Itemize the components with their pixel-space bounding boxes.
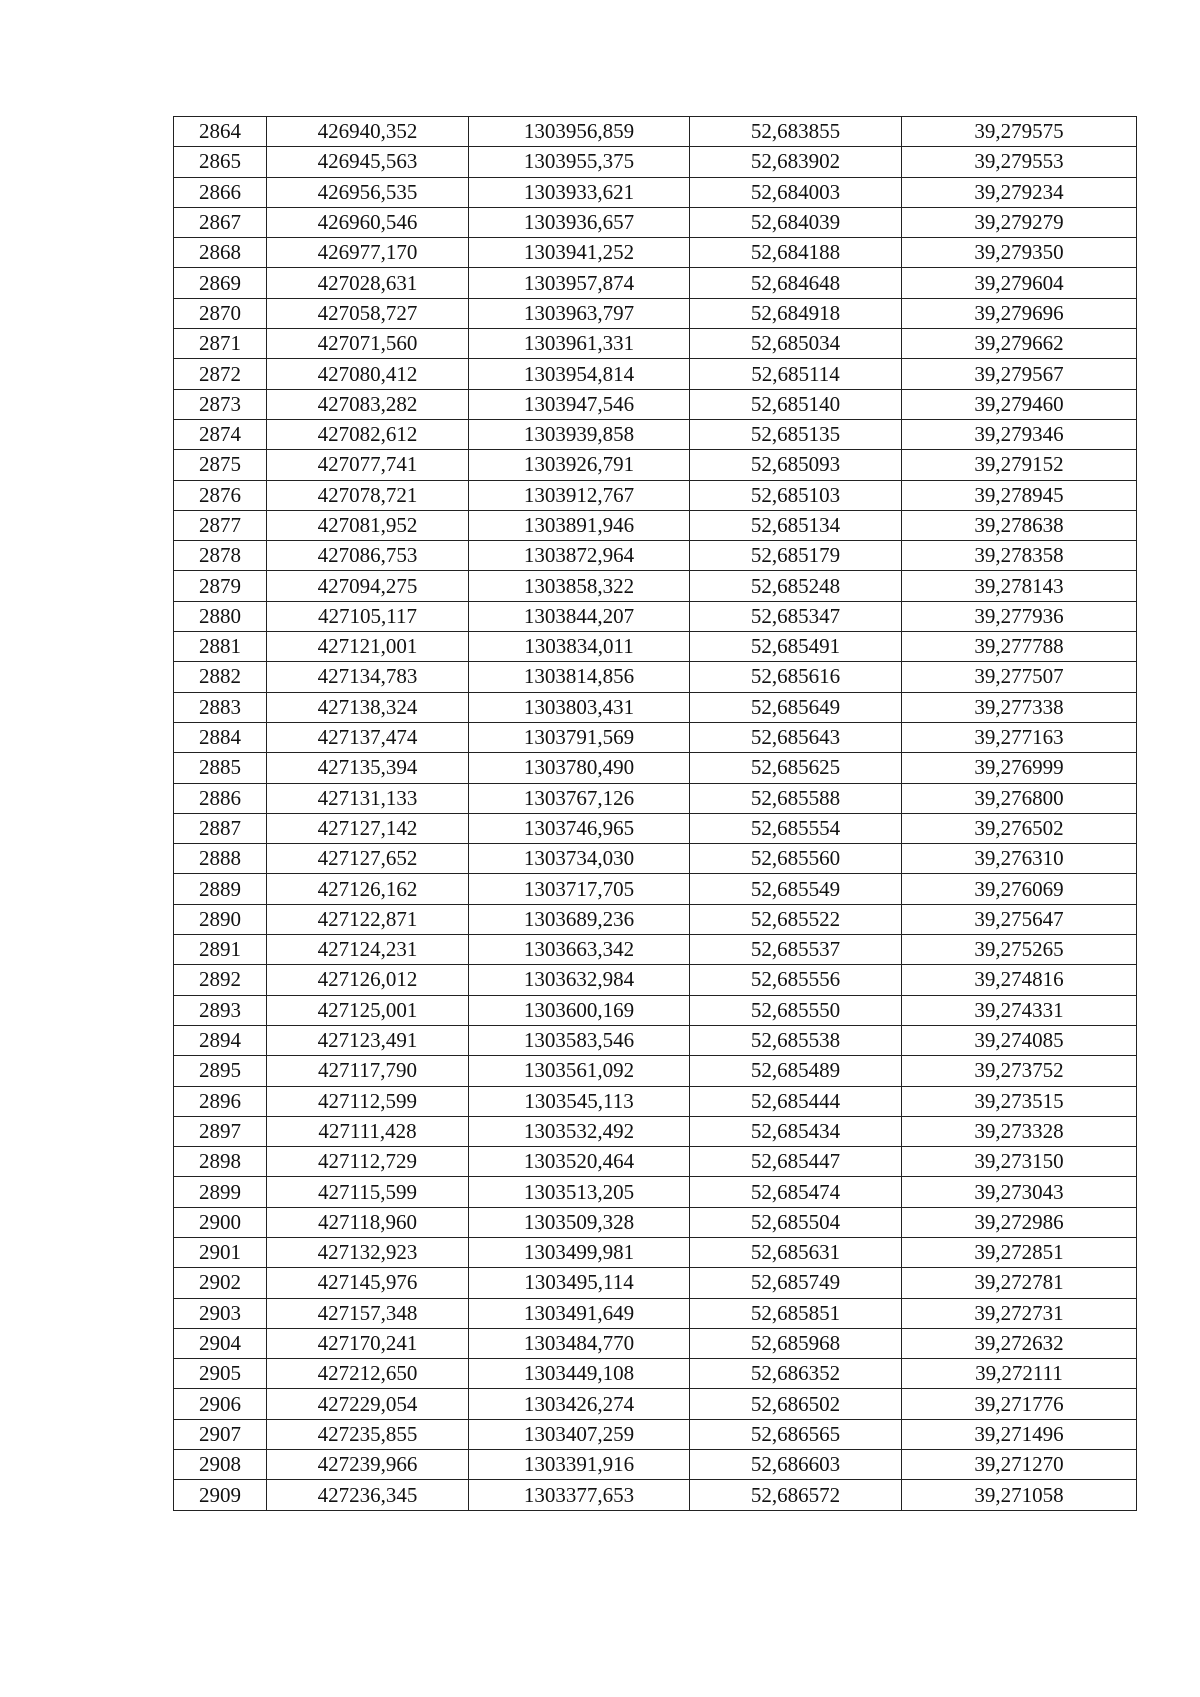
table-row [174, 1480, 1137, 1510]
y-coordinate-cell: 1303391,916 [469, 1450, 690, 1480]
point-number-cell: 2900 [174, 1207, 267, 1237]
point-number-cell: 2904 [174, 1328, 267, 1358]
table-row [174, 147, 1137, 177]
longitude-cell: 39,279696 [902, 298, 1137, 328]
point-number-cell: 2873 [174, 389, 267, 419]
table-row [174, 753, 1137, 783]
point-number-cell: 2880 [174, 601, 267, 631]
y-coordinate-cell: 1303941,252 [469, 238, 690, 268]
longitude-cell: 39,279553 [902, 147, 1137, 177]
x-coordinate-cell: 427138,324 [267, 692, 469, 722]
latitude-cell: 52,685489 [690, 1056, 902, 1086]
x-coordinate-cell: 427122,871 [267, 904, 469, 934]
y-coordinate-cell: 1303377,653 [469, 1480, 690, 1510]
point-number-cell: 2894 [174, 1025, 267, 1055]
point-number-cell: 2884 [174, 722, 267, 752]
point-number-cell: 2890 [174, 904, 267, 934]
point-number-cell: 2879 [174, 571, 267, 601]
latitude-cell: 52,684918 [690, 298, 902, 328]
y-coordinate-cell: 1303936,657 [469, 207, 690, 237]
longitude-cell: 39,279460 [902, 389, 1137, 419]
longitude-cell: 39,276800 [902, 783, 1137, 813]
x-coordinate-cell: 427212,650 [267, 1359, 469, 1389]
latitude-cell: 52,685444 [690, 1086, 902, 1116]
table-row [174, 1268, 1137, 1298]
y-coordinate-cell: 1303509,328 [469, 1207, 690, 1237]
point-number-cell: 2909 [174, 1480, 267, 1510]
point-number-cell: 2905 [174, 1359, 267, 1389]
longitude-cell: 39,278638 [902, 510, 1137, 540]
table-row [174, 268, 1137, 298]
table-row [174, 450, 1137, 480]
table-row [174, 389, 1137, 419]
table-row [174, 995, 1137, 1025]
latitude-cell: 52,685522 [690, 904, 902, 934]
point-number-cell: 2866 [174, 177, 267, 207]
point-number-cell: 2908 [174, 1450, 267, 1480]
x-coordinate-cell: 427086,753 [267, 541, 469, 571]
x-coordinate-cell: 427131,133 [267, 783, 469, 813]
y-coordinate-cell: 1303957,874 [469, 268, 690, 298]
latitude-cell: 52,685447 [690, 1147, 902, 1177]
latitude-cell: 52,685560 [690, 844, 902, 874]
x-coordinate-cell: 427235,855 [267, 1419, 469, 1449]
longitude-cell: 39,279350 [902, 238, 1137, 268]
longitude-cell: 39,278945 [902, 480, 1137, 510]
table-row [174, 1025, 1137, 1055]
longitude-cell: 39,278143 [902, 571, 1137, 601]
latitude-cell: 52,685556 [690, 965, 902, 995]
latitude-cell: 52,686352 [690, 1359, 902, 1389]
x-coordinate-cell: 427078,721 [267, 480, 469, 510]
latitude-cell: 52,685549 [690, 874, 902, 904]
y-coordinate-cell: 1303717,705 [469, 874, 690, 904]
y-coordinate-cell: 1303858,322 [469, 571, 690, 601]
latitude-cell: 52,684039 [690, 207, 902, 237]
y-coordinate-cell: 1303513,205 [469, 1177, 690, 1207]
table-row [174, 1147, 1137, 1177]
x-coordinate-cell: 427126,162 [267, 874, 469, 904]
table-row [174, 480, 1137, 510]
table-row [174, 1177, 1137, 1207]
table-row [174, 1237, 1137, 1267]
x-coordinate-cell: 426977,170 [267, 238, 469, 268]
longitude-cell: 39,273328 [902, 1116, 1137, 1146]
longitude-cell: 39,279346 [902, 419, 1137, 449]
x-coordinate-cell: 427112,729 [267, 1147, 469, 1177]
point-number-cell: 2865 [174, 147, 267, 177]
x-coordinate-cell: 427083,282 [267, 389, 469, 419]
table-row [174, 844, 1137, 874]
latitude-cell: 52,686572 [690, 1480, 902, 1510]
y-coordinate-cell: 1303767,126 [469, 783, 690, 813]
longitude-cell: 39,276310 [902, 844, 1137, 874]
longitude-cell: 39,277788 [902, 632, 1137, 662]
x-coordinate-cell: 427127,142 [267, 813, 469, 843]
longitude-cell: 39,273752 [902, 1056, 1137, 1086]
x-coordinate-cell: 427117,790 [267, 1056, 469, 1086]
latitude-cell: 52,685491 [690, 632, 902, 662]
latitude-cell: 52,685140 [690, 389, 902, 419]
longitude-cell: 39,277338 [902, 692, 1137, 722]
y-coordinate-cell: 1303814,856 [469, 662, 690, 692]
y-coordinate-cell: 1303495,114 [469, 1268, 690, 1298]
x-coordinate-cell: 427239,966 [267, 1450, 469, 1480]
y-coordinate-cell: 1303545,113 [469, 1086, 690, 1116]
table-row [174, 207, 1137, 237]
x-coordinate-cell: 427125,001 [267, 995, 469, 1025]
y-coordinate-cell: 1303484,770 [469, 1328, 690, 1358]
y-coordinate-cell: 1303520,464 [469, 1147, 690, 1177]
point-number-cell: 2907 [174, 1419, 267, 1449]
y-coordinate-cell: 1303803,431 [469, 692, 690, 722]
latitude-cell: 52,685434 [690, 1116, 902, 1146]
x-coordinate-cell: 427115,599 [267, 1177, 469, 1207]
table-row [174, 541, 1137, 571]
latitude-cell: 52,686565 [690, 1419, 902, 1449]
table-row [174, 813, 1137, 843]
y-coordinate-cell: 1303963,797 [469, 298, 690, 328]
y-coordinate-cell: 1303426,274 [469, 1389, 690, 1419]
point-number-cell: 2886 [174, 783, 267, 813]
y-coordinate-cell: 1303663,342 [469, 935, 690, 965]
longitude-cell: 39,277507 [902, 662, 1137, 692]
point-number-cell: 2874 [174, 419, 267, 449]
x-coordinate-cell: 427170,241 [267, 1328, 469, 1358]
point-number-cell: 2882 [174, 662, 267, 692]
table-row [174, 177, 1137, 207]
longitude-cell: 39,271058 [902, 1480, 1137, 1510]
longitude-cell: 39,276502 [902, 813, 1137, 843]
y-coordinate-cell: 1303491,649 [469, 1298, 690, 1328]
latitude-cell: 52,683855 [690, 117, 902, 147]
y-coordinate-cell: 1303956,859 [469, 117, 690, 147]
point-number-cell: 2883 [174, 692, 267, 722]
x-coordinate-cell: 427121,001 [267, 632, 469, 662]
table-row [174, 632, 1137, 662]
x-coordinate-cell: 427229,054 [267, 1389, 469, 1419]
point-number-cell: 2888 [174, 844, 267, 874]
point-number-cell: 2906 [174, 1389, 267, 1419]
y-coordinate-cell: 1303955,375 [469, 147, 690, 177]
table-row [174, 904, 1137, 934]
table-row [174, 965, 1137, 995]
latitude-cell: 52,685114 [690, 359, 902, 389]
coordinates-table-body [174, 117, 1137, 1511]
x-coordinate-cell: 426940,352 [267, 117, 469, 147]
table-row [174, 1086, 1137, 1116]
point-number-cell: 2899 [174, 1177, 267, 1207]
y-coordinate-cell: 1303933,621 [469, 177, 690, 207]
point-number-cell: 2897 [174, 1116, 267, 1146]
y-coordinate-cell: 1303834,011 [469, 632, 690, 662]
longitude-cell: 39,279604 [902, 268, 1137, 298]
table-row [174, 1207, 1137, 1237]
x-coordinate-cell: 427080,412 [267, 359, 469, 389]
longitude-cell: 39,272632 [902, 1328, 1137, 1358]
x-coordinate-cell: 426960,546 [267, 207, 469, 237]
y-coordinate-cell: 1303407,259 [469, 1419, 690, 1449]
x-coordinate-cell: 427118,960 [267, 1207, 469, 1237]
table-row [174, 1116, 1137, 1146]
y-coordinate-cell: 1303449,108 [469, 1359, 690, 1389]
latitude-cell: 52,685538 [690, 1025, 902, 1055]
point-number-cell: 2889 [174, 874, 267, 904]
y-coordinate-cell: 1303947,546 [469, 389, 690, 419]
y-coordinate-cell: 1303689,236 [469, 904, 690, 934]
latitude-cell: 52,685851 [690, 1298, 902, 1328]
point-number-cell: 2902 [174, 1268, 267, 1298]
x-coordinate-cell: 427077,741 [267, 450, 469, 480]
point-number-cell: 2901 [174, 1237, 267, 1267]
point-number-cell: 2891 [174, 935, 267, 965]
latitude-cell: 52,685537 [690, 935, 902, 965]
table-row [174, 662, 1137, 692]
point-number-cell: 2877 [174, 510, 267, 540]
latitude-cell: 52,685625 [690, 753, 902, 783]
longitude-cell: 39,271496 [902, 1419, 1137, 1449]
table-row [174, 1056, 1137, 1086]
point-number-cell: 2887 [174, 813, 267, 843]
longitude-cell: 39,272731 [902, 1298, 1137, 1328]
x-coordinate-cell: 427126,012 [267, 965, 469, 995]
longitude-cell: 39,279152 [902, 450, 1137, 480]
latitude-cell: 52,685093 [690, 450, 902, 480]
y-coordinate-cell: 1303632,984 [469, 965, 690, 995]
x-coordinate-cell: 427071,560 [267, 329, 469, 359]
y-coordinate-cell: 1303961,331 [469, 329, 690, 359]
point-number-cell: 2876 [174, 480, 267, 510]
x-coordinate-cell: 427134,783 [267, 662, 469, 692]
longitude-cell: 39,276069 [902, 874, 1137, 904]
longitude-cell: 39,279279 [902, 207, 1137, 237]
x-coordinate-cell: 427137,474 [267, 722, 469, 752]
x-coordinate-cell: 427105,117 [267, 601, 469, 631]
table-row [174, 1328, 1137, 1358]
longitude-cell: 39,279662 [902, 329, 1137, 359]
point-number-cell: 2885 [174, 753, 267, 783]
y-coordinate-cell: 1303780,490 [469, 753, 690, 783]
latitude-cell: 52,683902 [690, 147, 902, 177]
point-number-cell: 2871 [174, 329, 267, 359]
longitude-cell: 39,279575 [902, 117, 1137, 147]
point-number-cell: 2869 [174, 268, 267, 298]
y-coordinate-cell: 1303791,569 [469, 722, 690, 752]
latitude-cell: 52,685103 [690, 480, 902, 510]
latitude-cell: 52,685616 [690, 662, 902, 692]
x-coordinate-cell: 427135,394 [267, 753, 469, 783]
table-row [174, 935, 1137, 965]
latitude-cell: 52,685347 [690, 601, 902, 631]
point-number-cell: 2898 [174, 1147, 267, 1177]
table-row [174, 874, 1137, 904]
y-coordinate-cell: 1303912,767 [469, 480, 690, 510]
x-coordinate-cell: 427145,976 [267, 1268, 469, 1298]
y-coordinate-cell: 1303600,169 [469, 995, 690, 1025]
latitude-cell: 52,685968 [690, 1328, 902, 1358]
latitude-cell: 52,685649 [690, 692, 902, 722]
longitude-cell: 39,277936 [902, 601, 1137, 631]
table-row [174, 722, 1137, 752]
point-number-cell: 2881 [174, 632, 267, 662]
x-coordinate-cell: 427236,345 [267, 1480, 469, 1510]
latitude-cell: 52,685248 [690, 571, 902, 601]
table-row [174, 419, 1137, 449]
longitude-cell: 39,274816 [902, 965, 1137, 995]
latitude-cell: 52,685135 [690, 419, 902, 449]
y-coordinate-cell: 1303926,791 [469, 450, 690, 480]
point-number-cell: 2868 [174, 238, 267, 268]
longitude-cell: 39,272111 [902, 1359, 1137, 1389]
latitude-cell: 52,685550 [690, 995, 902, 1025]
table-row [174, 783, 1137, 813]
point-number-cell: 2893 [174, 995, 267, 1025]
x-coordinate-cell: 427082,612 [267, 419, 469, 449]
y-coordinate-cell: 1303872,964 [469, 541, 690, 571]
table-row [174, 1389, 1137, 1419]
point-number-cell: 2872 [174, 359, 267, 389]
x-coordinate-cell: 427124,231 [267, 935, 469, 965]
table-row [174, 1359, 1137, 1389]
longitude-cell: 39,273043 [902, 1177, 1137, 1207]
latitude-cell: 52,685179 [690, 541, 902, 571]
coordinates-table [173, 116, 1137, 1511]
latitude-cell: 52,685504 [690, 1207, 902, 1237]
longitude-cell: 39,272781 [902, 1268, 1137, 1298]
longitude-cell: 39,275647 [902, 904, 1137, 934]
latitude-cell: 52,685588 [690, 783, 902, 813]
point-number-cell: 2892 [174, 965, 267, 995]
latitude-cell: 52,685474 [690, 1177, 902, 1207]
latitude-cell: 52,686603 [690, 1450, 902, 1480]
x-coordinate-cell: 427132,923 [267, 1237, 469, 1267]
y-coordinate-cell: 1303891,946 [469, 510, 690, 540]
longitude-cell: 39,278358 [902, 541, 1137, 571]
point-number-cell: 2896 [174, 1086, 267, 1116]
table-row [174, 238, 1137, 268]
x-coordinate-cell: 427123,491 [267, 1025, 469, 1055]
table-row [174, 1450, 1137, 1480]
longitude-cell: 39,279234 [902, 177, 1137, 207]
x-coordinate-cell: 427157,348 [267, 1298, 469, 1328]
y-coordinate-cell: 1303746,965 [469, 813, 690, 843]
x-coordinate-cell: 427111,428 [267, 1116, 469, 1146]
table-row [174, 117, 1137, 147]
longitude-cell: 39,271776 [902, 1389, 1137, 1419]
y-coordinate-cell: 1303954,814 [469, 359, 690, 389]
longitude-cell: 39,271270 [902, 1450, 1137, 1480]
longitude-cell: 39,272986 [902, 1207, 1137, 1237]
point-number-cell: 2878 [174, 541, 267, 571]
y-coordinate-cell: 1303734,030 [469, 844, 690, 874]
table-row [174, 298, 1137, 328]
y-coordinate-cell: 1303499,981 [469, 1237, 690, 1267]
latitude-cell: 52,685749 [690, 1268, 902, 1298]
x-coordinate-cell: 426956,535 [267, 177, 469, 207]
longitude-cell: 39,279567 [902, 359, 1137, 389]
point-number-cell: 2895 [174, 1056, 267, 1086]
latitude-cell: 52,685134 [690, 510, 902, 540]
point-number-cell: 2875 [174, 450, 267, 480]
y-coordinate-cell: 1303532,492 [469, 1116, 690, 1146]
table-row [174, 692, 1137, 722]
x-coordinate-cell: 426945,563 [267, 147, 469, 177]
latitude-cell: 52,685643 [690, 722, 902, 752]
longitude-cell: 39,272851 [902, 1237, 1137, 1267]
table-row [174, 1298, 1137, 1328]
point-number-cell: 2903 [174, 1298, 267, 1328]
point-number-cell: 2870 [174, 298, 267, 328]
x-coordinate-cell: 427112,599 [267, 1086, 469, 1116]
x-coordinate-cell: 427028,631 [267, 268, 469, 298]
longitude-cell: 39,273150 [902, 1147, 1137, 1177]
y-coordinate-cell: 1303583,546 [469, 1025, 690, 1055]
longitude-cell: 39,274331 [902, 995, 1137, 1025]
x-coordinate-cell: 427081,952 [267, 510, 469, 540]
latitude-cell: 52,684188 [690, 238, 902, 268]
y-coordinate-cell: 1303939,858 [469, 419, 690, 449]
table-row [174, 359, 1137, 389]
longitude-cell: 39,276999 [902, 753, 1137, 783]
longitude-cell: 39,273515 [902, 1086, 1137, 1116]
table-row [174, 571, 1137, 601]
table-row [174, 601, 1137, 631]
table-row [174, 510, 1137, 540]
latitude-cell: 52,685631 [690, 1237, 902, 1267]
longitude-cell: 39,274085 [902, 1025, 1137, 1055]
longitude-cell: 39,277163 [902, 722, 1137, 752]
table-row [174, 329, 1137, 359]
y-coordinate-cell: 1303561,092 [469, 1056, 690, 1086]
latitude-cell: 52,684003 [690, 177, 902, 207]
x-coordinate-cell: 427127,652 [267, 844, 469, 874]
longitude-cell: 39,275265 [902, 935, 1137, 965]
point-number-cell: 2867 [174, 207, 267, 237]
x-coordinate-cell: 427094,275 [267, 571, 469, 601]
table-row [174, 1419, 1137, 1449]
point-number-cell: 2864 [174, 117, 267, 147]
latitude-cell: 52,684648 [690, 268, 902, 298]
y-coordinate-cell: 1303844,207 [469, 601, 690, 631]
latitude-cell: 52,686502 [690, 1389, 902, 1419]
x-coordinate-cell: 427058,727 [267, 298, 469, 328]
latitude-cell: 52,685034 [690, 329, 902, 359]
latitude-cell: 52,685554 [690, 813, 902, 843]
